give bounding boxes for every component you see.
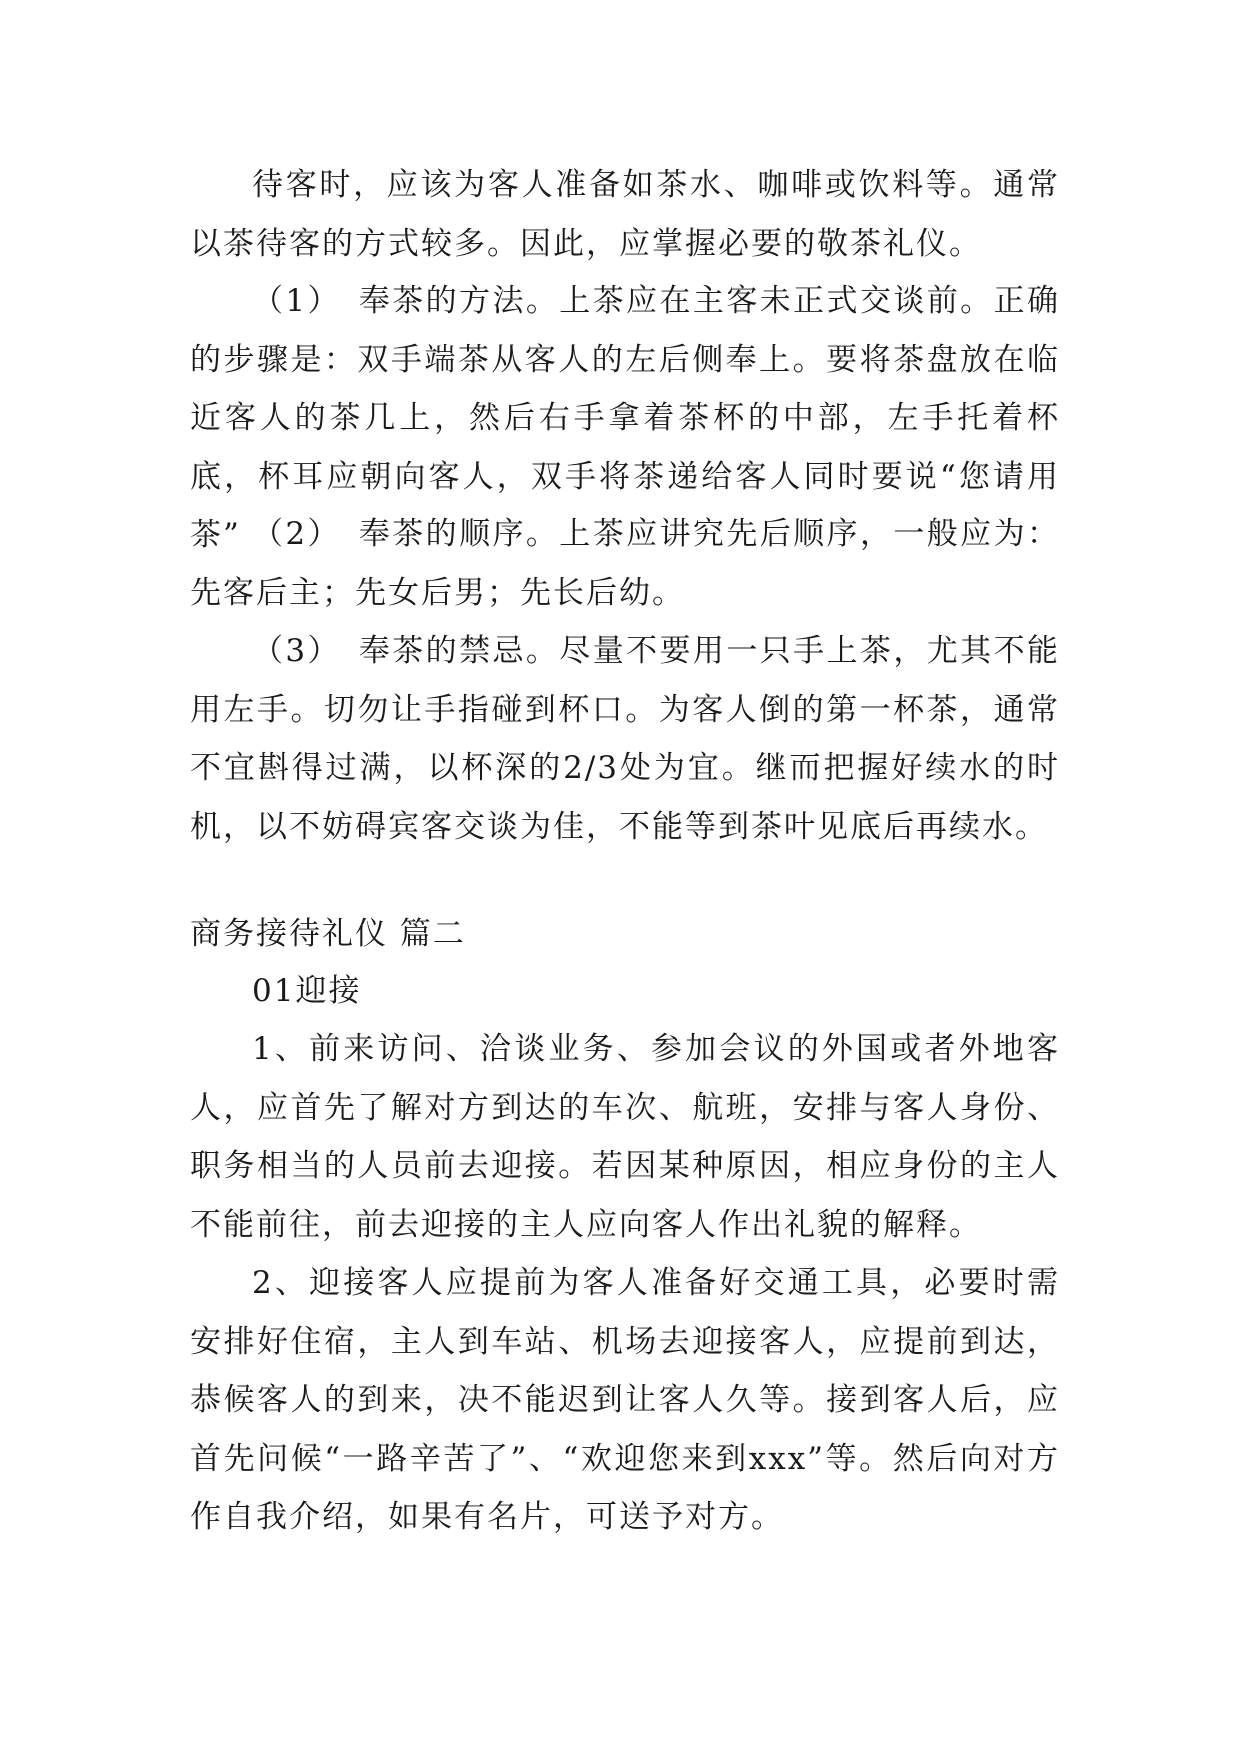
- section-title: 商务接待礼仪 篇二: [190, 916, 466, 952]
- paragraph-reception-1: 1、前来访问、洽谈业务、参加会议的外国或者外地客人，应首先了解对方到达的车次、航班，安排与客人身份、职务相当的人员前去迎接。若因某种原因，相应身份的主人不能前往，前去迎接的主人应向客人作出礼貌的解释。: [190, 1031, 1060, 1243]
- paragraph-tea-intro: 待客时，应该为客人准备如茶水、咖啡或饮料等。通常以茶待客的方式较多。因此，应掌握必要的敬茶礼仪。: [190, 167, 1060, 262]
- paragraph-serving-taboos: （3） 奉茶的禁忌。尽量不要用一只手上茶，尤其不能用左手。切勿让手指碰到杯口。为客人倒的第一杯茶，通常不宜斟得过满，以杯深的2/3处为宜。继而把握好续水的时机，以不妨碍宾客交谈为佳，不能等到茶叶见底后再续水。: [190, 633, 1060, 845]
- paragraph-reception-2: 2、迎接客人应提前为客人准备好交通工具，必要时需安排好住宿，主人到车站、机场去迎接客人，应提前到达，恭候客人的到来，决不能迟到让客人久等。接到客人后，应首先问候“一路辛苦了”、“欢迎您来到xxx”等。然后向对方作自我介绍，如果有名片，可送予对方。: [190, 1265, 1060, 1535]
- paragraph-serving-method: （1） 奉茶的方法。上茶应在主客未正式交谈前。正确的步骤是：双手端茶从客人的左后侧奉上。要将茶盘放在临近客人的茶几上，然后右手拿着茶杯的中部，左手托着杯底，杯耳应朝向客人，双手将茶递给客人同时要说“您请用茶”: [190, 283, 1060, 553]
- paragraph-serving-order: （2） 奉茶的顺序。上茶应讲究先后顺序，一般应为：先客后主；先女后男；先长后幼。: [190, 516, 1060, 611]
- subsection-title: 01迎接: [252, 973, 362, 1009]
